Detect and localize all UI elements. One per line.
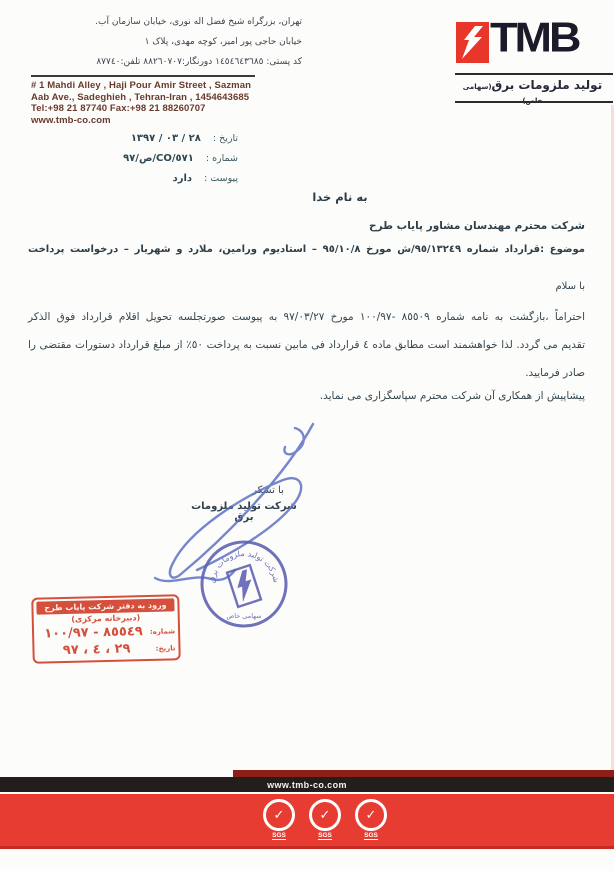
company-address-english bbox=[31, 80, 311, 126]
besmele-heading: به نام خدا bbox=[312, 190, 368, 204]
received-stamp-date-row bbox=[37, 640, 175, 658]
received-stamp-number-value: ١٠٠/٩٧ - ٨٥٥٤٩ bbox=[44, 624, 143, 642]
recipient-line: شرکت محترم مهندسان مشاور پایاب طرح bbox=[369, 220, 585, 232]
seal-arc-text: شرکت تولید ملزومات برق bbox=[207, 548, 281, 584]
sgs-badge-label: SGS bbox=[272, 832, 286, 839]
address-line-fa-2: خیابان حاجی پور امیر، کوچه مهدی، پلاک ١ bbox=[144, 37, 302, 47]
check-icon: ✓ bbox=[309, 799, 341, 831]
logo-rule-bottom bbox=[455, 101, 613, 103]
attachment-label: پیوست : bbox=[204, 173, 238, 184]
address-divider bbox=[31, 75, 255, 77]
subject-line: موضوع :قرارداد شماره ٩٥/١٣٢٤٩/ش مورخ ٩٥/١٠/٨ – استادیوم ورامین، ملارد و شهریار – درخواست پرداخت bbox=[28, 244, 586, 255]
paragraph-line-1: احتراماً ،بازگشت به نامه شماره ٨٥٥٠٩ -١٠٠/٩٧ مورخ ٩٧/٠٣/٢٧ به پیوست صورتجلسه تحویل اقلام قرارداد فوق الذکر bbox=[28, 311, 585, 323]
logo-rule-top bbox=[455, 73, 613, 75]
lightning-bolt-icon bbox=[461, 26, 484, 59]
check-icon: ✓ bbox=[263, 799, 295, 831]
company-website-footer: www.tmb-co.com bbox=[267, 779, 347, 790]
footer-black-band bbox=[0, 777, 614, 792]
address-line-fa-1: تهران، بزرگراه شیخ فضل اله نوری، خیابان سازمان آب. bbox=[95, 17, 302, 27]
received-stamp-title: ورود به دفتر شرکت پایاب طرح bbox=[36, 598, 174, 614]
sgs-badge-label: SGS bbox=[318, 832, 332, 839]
logo-subtitle-text: تولید ملزومات برق bbox=[491, 78, 603, 92]
number-label: شماره : bbox=[205, 153, 238, 164]
company-seal-stamp bbox=[198, 538, 290, 630]
paragraph-line-3: صادر فرمایید. bbox=[525, 367, 585, 379]
logo-text: TMB bbox=[490, 14, 579, 61]
signer-company-line: شرکت تولید ملزومات برق bbox=[191, 501, 297, 523]
received-stamp-subtitle: (دبیرخانه مرکزی) bbox=[71, 613, 141, 624]
logo-lightning-box bbox=[456, 22, 489, 63]
sgs-badge-label: SGS bbox=[364, 832, 378, 839]
sgs-badge-1 bbox=[263, 799, 295, 840]
address-line-en-1: # 1 Mahdi Alley , Haji Pour Amir Street , Sazman bbox=[31, 80, 252, 91]
company-address-persian bbox=[30, 12, 302, 72]
certification-badges bbox=[263, 799, 387, 840]
meta-row-attachment bbox=[58, 173, 238, 184]
date-value: ١٣٩٧ / ٠٣ / ٢٨ bbox=[130, 133, 201, 144]
meta-row-date bbox=[58, 133, 238, 144]
seal-bottom-text: سهامی خاص bbox=[226, 612, 262, 620]
footer-dark-red-strip bbox=[233, 770, 614, 777]
signature-stroke-curl bbox=[284, 428, 303, 454]
received-stamp-number-label: شماره: bbox=[149, 626, 176, 636]
date-label: تاریخ : bbox=[212, 133, 238, 144]
received-stamp-date-label: تاریخ: bbox=[155, 643, 176, 653]
letter-meta-block bbox=[58, 133, 238, 193]
salutation: با سلام bbox=[555, 281, 585, 292]
paragraph-line-2: تقدیم می گردد. لذا خواهشمند است مطابق ماده ٤ قرارداد فی مابین نسبت به پرداخت ٥٠٪ از مبلغ قرارداد دستورات مقتضی را bbox=[28, 339, 585, 351]
address-line-fa-3: کد پستی: ١٤٥٤٦٤٣٦٨٥ دورنگار:٨٨٢٦٠٧٠٧ تلفن:٨٧٧٤٠ bbox=[96, 57, 302, 67]
address-line-en-2: Aab Ave., Sadeghieh , Tehran-Iran , 1454643685 bbox=[31, 91, 250, 103]
address-line-en-3: Tel:+98 21 87740 Fax:+98 21 88260707 bbox=[31, 103, 206, 114]
meta-row-number bbox=[58, 153, 238, 164]
thanks-line: با تشکر bbox=[252, 485, 284, 496]
check-icon: ✓ bbox=[355, 799, 387, 831]
closing-line: پیشاپیش از همکاری آن شرکت محترم سپاسگزاری می نماید. bbox=[319, 390, 585, 402]
attachment-value: دارد bbox=[172, 173, 193, 184]
company-website-header: www.tmb-co.com bbox=[31, 114, 111, 126]
logo-subtitle-paren: (سهامی خاص) bbox=[462, 83, 543, 105]
number-value: ٩٧/ص/CO/٥٧١ bbox=[123, 153, 194, 164]
received-stamp bbox=[31, 594, 181, 664]
sgs-badge-3 bbox=[355, 799, 387, 840]
received-stamp-date-value: ٩٧ ، ٤ ، ٢٩ bbox=[62, 641, 131, 659]
sgs-badge-2 bbox=[309, 799, 341, 840]
received-stamp-number-row bbox=[37, 623, 175, 641]
